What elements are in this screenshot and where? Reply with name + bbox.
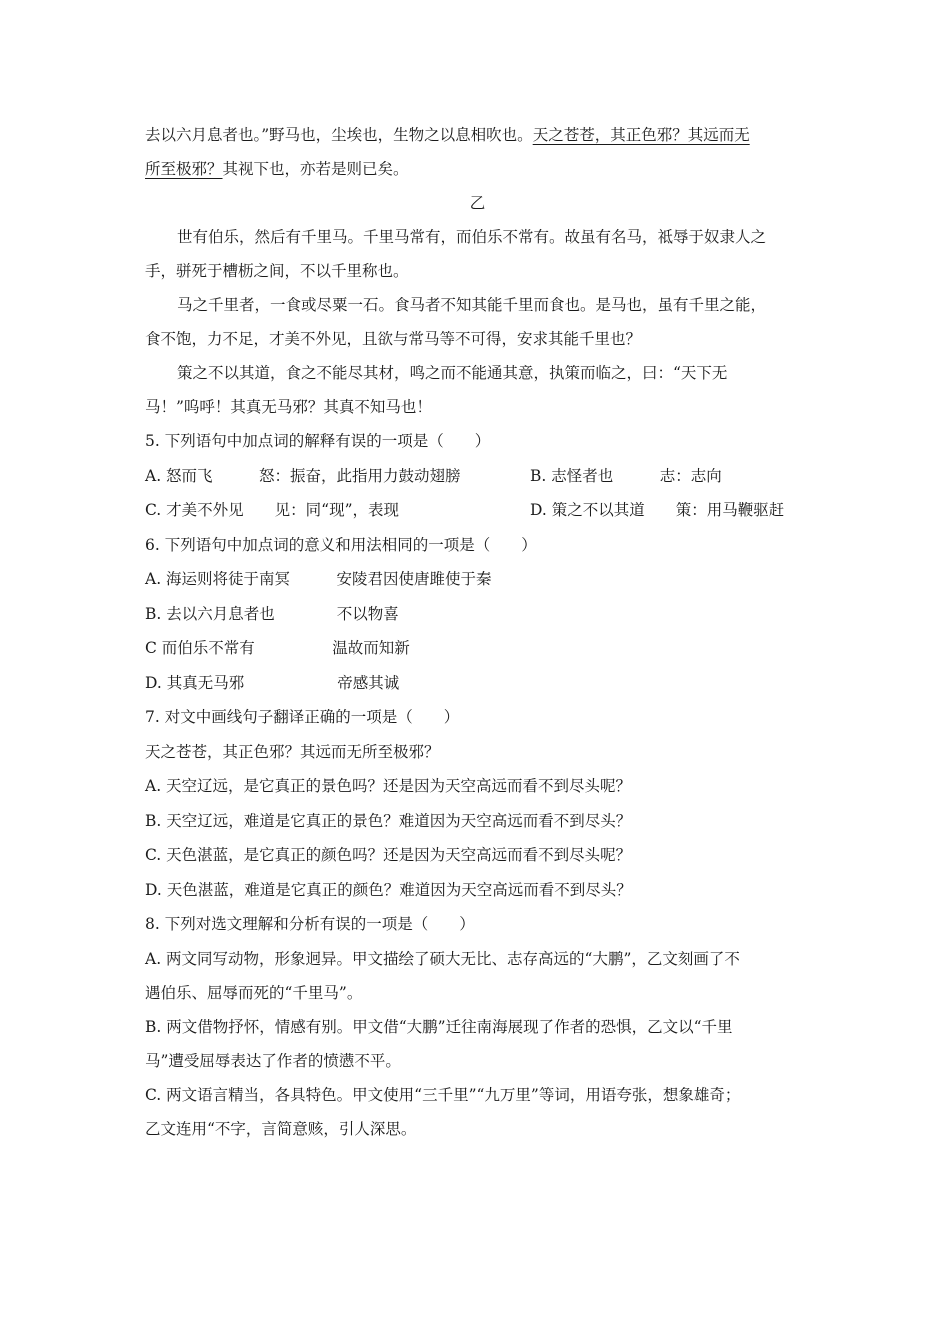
passage-yi-p1-line-1: 世有伯乐，然后有千里马。千里马常有，而伯乐不常有。故虽有名马，祗辱于奴隶人之 bbox=[177, 228, 767, 246]
passage-jia-line-1: 去以六月息者也。”野马也，尘埃也，生物之以息相吹也。天之苍苍，其正色邪？其远而无 bbox=[145, 126, 750, 144]
question-5-option-b: B. 志怪者也 志：志向 bbox=[530, 466, 722, 485]
question-8-option-a-line-2: 遇伯乐、屈辱而死的“千里马”。 bbox=[145, 983, 363, 1002]
question-5-option-c: C. 才美不外见 见：同“现”，表现 bbox=[145, 501, 400, 519]
question-6-option-d: D. 其真无马邪 帝感其诚 bbox=[145, 673, 400, 692]
question-8-option-a-line-1: A. 两文同写动物，形象迥异。甲文描绘了硕大无比、志存高远的“大鹏”，乙文刻画了不 bbox=[145, 949, 740, 968]
question-6-option-a: A. 海运则将徒于南冥 安陵君因使唐雎使于秦 bbox=[145, 570, 492, 588]
passage-yi-p2-line-2: 食不饱，力不足，才美不外见，且欲与常马等不可得，安求其能千里也？ bbox=[145, 330, 642, 348]
question-5-row-1 bbox=[145, 459, 810, 494]
passage-jia-line-2: 所至极邪？其视下也，亦若是则已矣。 bbox=[145, 160, 409, 178]
question-5-stem: 5. 下列语句中加点词的解释有误的一项是（ ） bbox=[145, 432, 491, 450]
question-5-option-d: D. 策之不以其道 策：用马鞭驱赶 bbox=[530, 501, 785, 519]
passage-yi-p3-line-1: 策之不以其道，食之不能尽其材，鸣之而不能通其意，执策而临之，曰：“天下无 bbox=[177, 364, 728, 382]
underlined-sentence: 天之苍苍，其正色邪？其远而无 bbox=[532, 126, 750, 144]
question-7-option-d: D. 天色湛蓝，难道是它真正的颜色？难道因为天空高远而看不到尽头？ bbox=[145, 880, 632, 899]
passage-yi-p2-line-1: 马之千里者，一食或尽粟一石。食马者不知其能千里而食也。是马也，虽有千里之能， bbox=[177, 296, 767, 314]
question-5-row-2 bbox=[145, 493, 810, 528]
passage-yi-heading: 乙 bbox=[469, 194, 486, 212]
question-8-option-b-line-2: 马”遭受屈辱表达了作者的愤懑不平。 bbox=[145, 1051, 401, 1070]
passage-yi-p1-line-2: 手，骈死于槽枥之间，不以千里称也。 bbox=[145, 262, 409, 280]
question-8-option-c-line-2: 乙文连用“不字，言简意赅，引人深思。 bbox=[145, 1119, 417, 1138]
question-6-option-c: C 而伯乐不常有 温故而知新 bbox=[145, 639, 410, 657]
question-7-option-b: B. 天空辽远，难道是它真正的景色？难道因为天空高远而看不到尽头？ bbox=[145, 811, 632, 830]
question-7-option-c: C. 天色湛蓝，是它真正的颜色吗？还是因为天空高远而看不到尽头呢？ bbox=[145, 846, 632, 864]
underlined-sentence-end: 所至极邪？ bbox=[145, 160, 223, 178]
question-8-stem: 8. 下列对选文理解和分析有误的一项是（ ） bbox=[145, 915, 475, 933]
document-page bbox=[145, 118, 810, 1146]
question-6-stem: 6. 下列语句中加点词的意义和用法相同的一项是（ ） bbox=[145, 535, 537, 554]
question-8-option-c-line-1: C. 两文语言精当，各具特色。甲文使用“三千里”“九万里”等词，用语夸张，想象雄奇； bbox=[145, 1085, 741, 1104]
question-5-option-a: A. 怒而飞 怒：振奋，此指用力鼓动翅膀 bbox=[145, 466, 461, 485]
question-7-sentence: 天之苍苍，其正色邪？其远而无所至极邪？ bbox=[145, 742, 440, 761]
question-7-stem: 7. 对文中画线句子翻译正确的一项是（ ） bbox=[145, 708, 460, 726]
question-7-option-a: A. 天空辽远，是它真正的景色吗？还是因为天空高远而看不到尽头呢？ bbox=[145, 777, 632, 795]
passage-yi-p3-line-2: 马！”呜呼！其真无马邪？其真不知马也！ bbox=[145, 398, 432, 416]
question-8-option-b-line-1: B. 两文借物抒怀，情感有别。甲文借“大鹏”迁往南海展现了作者的恐惧，乙文以“千里 bbox=[145, 1017, 733, 1036]
question-6-option-b: B. 去以六月息者也 不以物喜 bbox=[145, 604, 399, 623]
